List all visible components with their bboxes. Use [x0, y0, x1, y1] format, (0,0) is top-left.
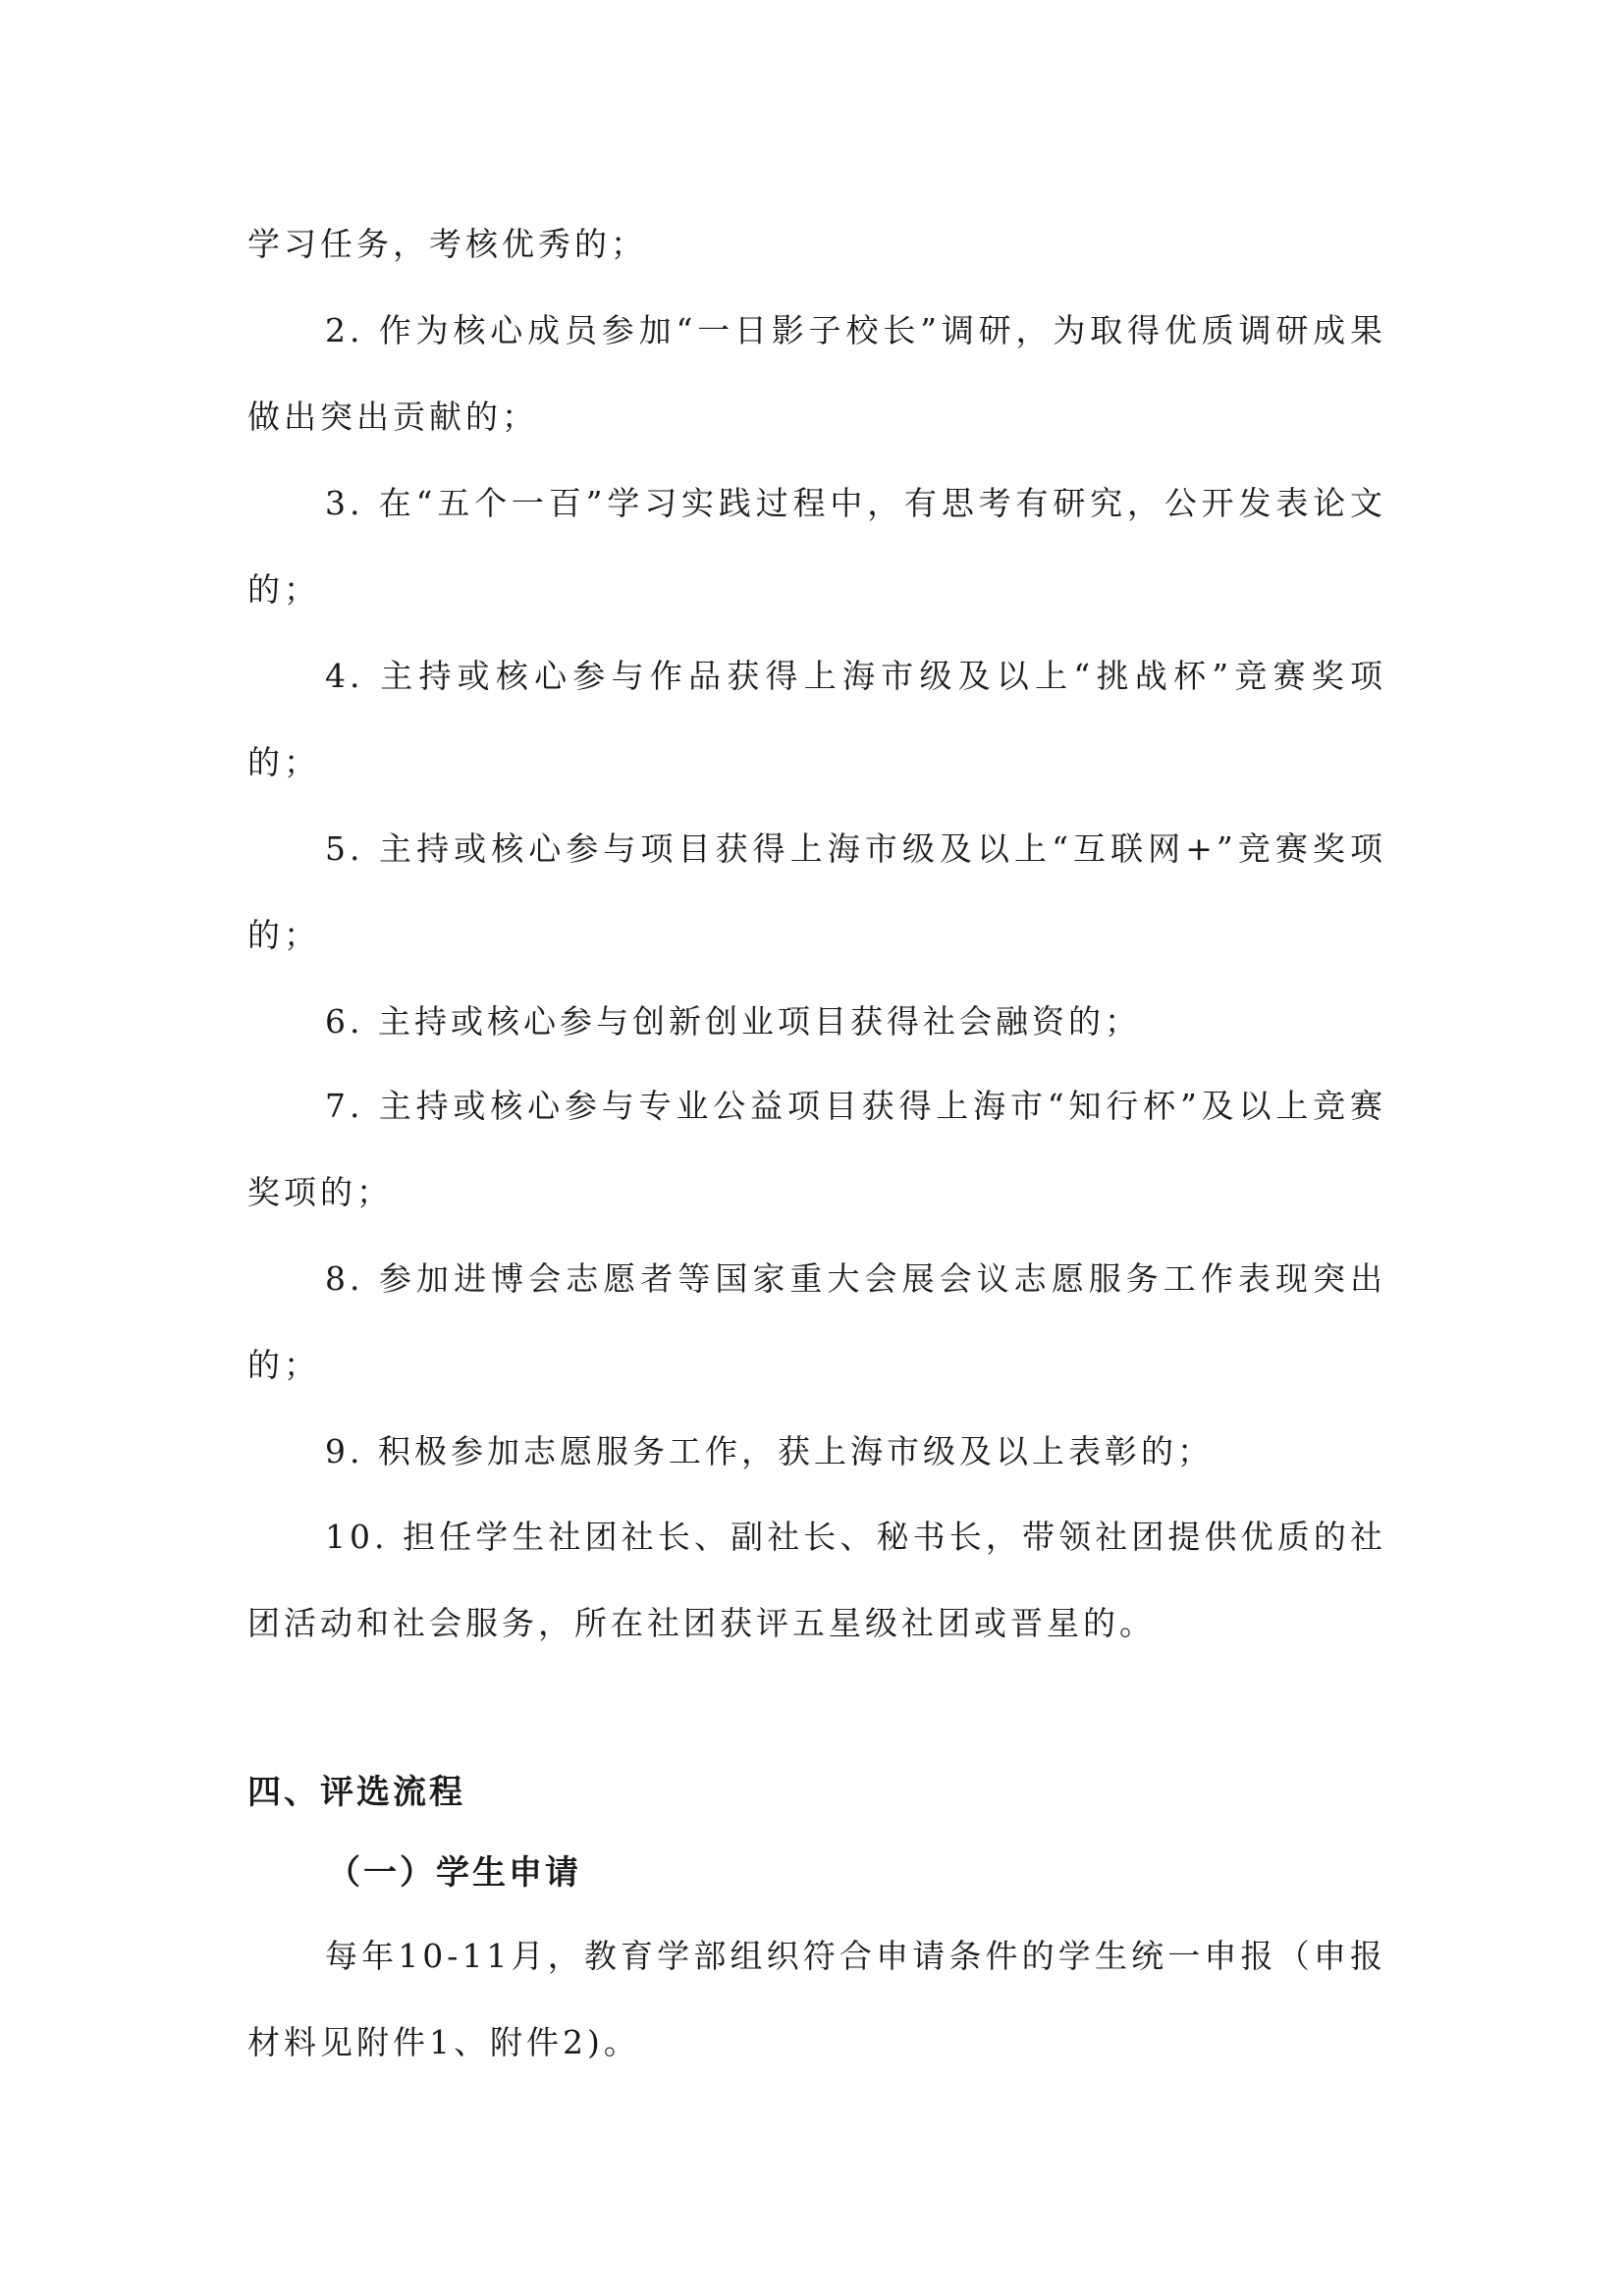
list-item-3: 3. 在“五个一百”学习实践过程中，有思考有研究，公开发表论文的； — [247, 484, 1386, 609]
list-item-9: 9. 积极参加志愿服务工作，获上海市级及以上表彰的； — [325, 1432, 1214, 1470]
list-item-6: 6. 主持或核心参与创新创业项目获得社会融资的； — [325, 1002, 1141, 1041]
list-item-2: 2. 作为核心成员参加“一日影子校长”调研，为取得优质调研成果做出突出贡献的； — [247, 311, 1386, 436]
continuation-paragraph: 学习任务，考核优秀的； — [247, 225, 647, 263]
list-item-8: 8. 参加进博会志愿者等国家重大会展会议志愿服务工作表现突出的； — [247, 1259, 1386, 1384]
section-heading: 四、评选流程 — [247, 1773, 465, 1812]
list-item-10: 10. 担任学生社团社长、副社长、秘书长，带领社团提供优质的社团活动和社会服务，所在社团获评五星级社团或晋星的。 — [247, 1518, 1386, 1642]
subsection-heading: （一）学生申请 — [327, 1853, 581, 1893]
list-item-4: 4. 主持或核心参与作品获得上海市级及以上“挑战杯”竞赛奖项的； — [247, 657, 1386, 781]
list-item-7: 7. 主持或核心参与专业公益项目获得上海市“知行杯”及以上竞赛奖项的； — [247, 1087, 1386, 1211]
list-item-5: 5. 主持或核心参与项目获得上海市级及以上“互联网+”竞赛奖项的； — [247, 829, 1386, 954]
subsection-body: 每年10-11月，教育学部组织符合申请条件的学生统一申报（申报材料见附件1、附件2)。 — [247, 1937, 1386, 2061]
